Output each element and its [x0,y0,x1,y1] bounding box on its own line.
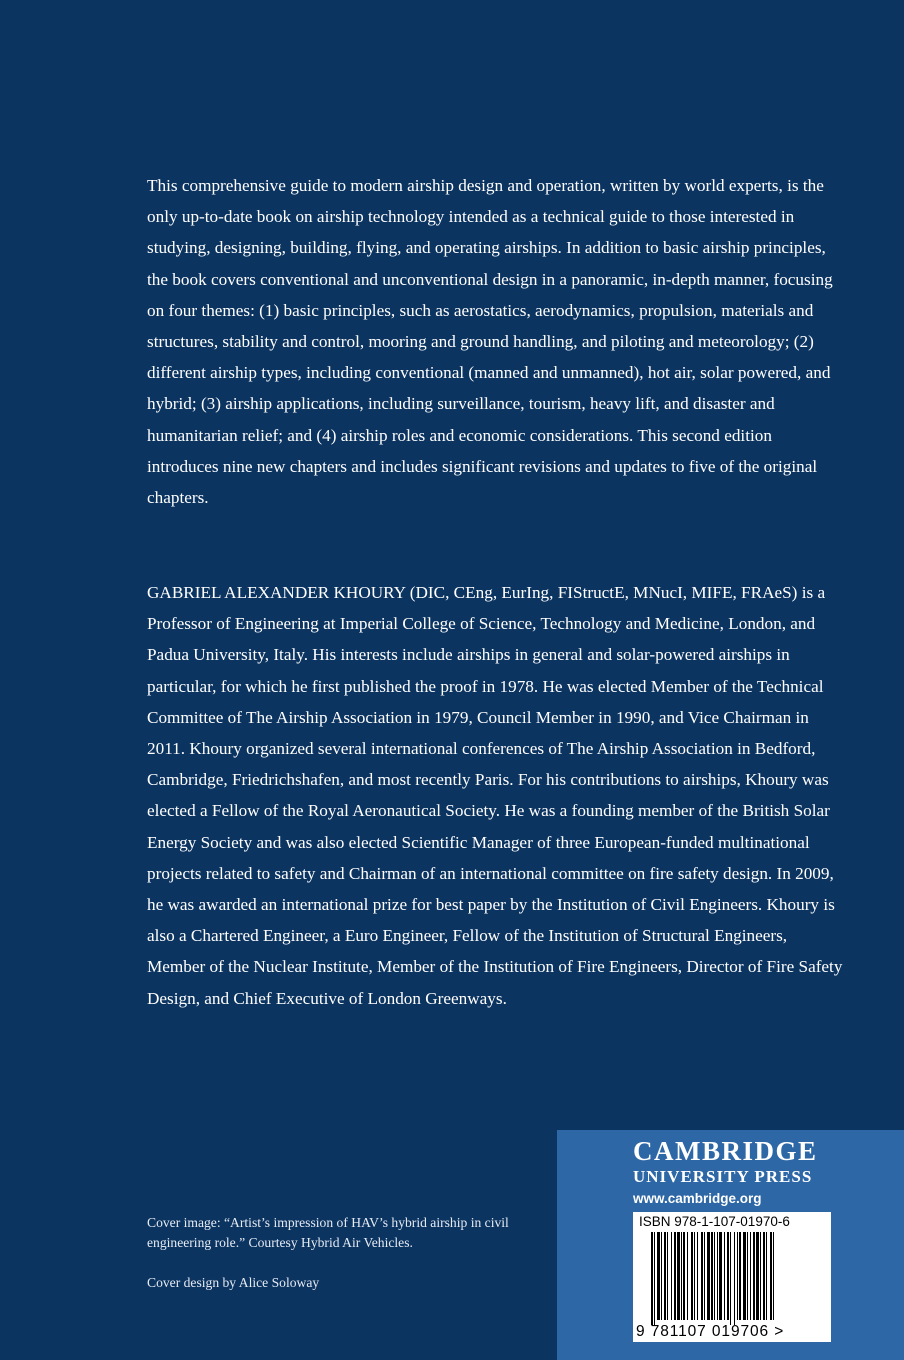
barcode-bar [697,1232,698,1320]
cover-image-credit: Cover image: “Artist’s impression of HAV’s hybrid airship in civil engineering role.” Courtesy Hybrid Air Vehicles. [147,1215,509,1250]
barcode-bar [760,1232,761,1320]
barcode-bar [657,1232,660,1320]
barcode-bar [737,1232,738,1320]
barcode-bar [687,1232,688,1320]
barcode-bar [743,1232,746,1320]
book-description: This comprehensive guide to modern airship design and operation, written by world experts, is the only up-to-date book on airship technology intended as a technical guide to those interested in studying, designing, building, flying, and operating airships. In addition to basic airship principles, the book covers conventional and unconventional design in a panoramic, in-depth manner, focusing on four themes: (1) basic principles, such as aerostatics, aerodynamics, propulsion, materials and structures, stability and control, mooring and ground handling, and piloting and meteorology; (2) different airship types, including conventional (manned and unmanned), hot air, solar powered, and hybrid; (3) airship applications, including surveillance, tourism, heavy lift, and disaster and humanitarian relief; and (4) airship roles and economic considerations. This second edition introduces nine new chapters and includes significant revisions and updates to five of the original chapters. [147,176,833,508]
barcode-bar [677,1232,680,1320]
barcode-bar [707,1232,710,1320]
barcode-bar [681,1232,682,1320]
barcode-bar [747,1232,748,1320]
barcode-bar [750,1232,751,1320]
barcode-bar [667,1232,668,1320]
publisher-url: www.cambridge.org [633,1191,762,1206]
barcode-bar [711,1232,713,1320]
barcode-bar [763,1232,765,1320]
barcode-bar [719,1232,722,1320]
barcode-bar [691,1232,693,1320]
barcode-bar [651,1232,653,1325]
cover-design-credit: Cover design by Alice Soloway [147,1275,320,1290]
author-bio-text: (DIC, CEng, EurIng, FIStructE, MNucI, MIFE, FRAeS) is a Professor of Engineering at Imperial College of Science, Technology and Medicine, London, and Padua University, Italy. His interests include airships in general and solar-powered airships in particular, for which he first published the proof in 1978. He was elected Member of the Technical Committee of The Airship Association in 1979, Council Member in 1990, and Vice Chairman in 2011. Khoury organized several international conferences of The Airship Association in Bedford, Cambridge, Friedrichshafen, and most recently Paris. For his contributions to airships, Khoury was elected a Fellow of the Royal Aeronautical Society. He was a founding member of the British Solar Energy Society and was also elected Scientific Manager of three European-funded multinational projects related to safety and Chairman of an international committee on fire safety design. In 2009, he was awarded an international prize for best paper by the Institution of Civil Engineers. Khoury is also a Chartered Engineer, a Euro Engineer, Fellow of the Institution of Structural Engineers, Member of the Nuclear Institute, Member of the Institution of Fire Engineers, Director of Fire Safety Design, and Chief Executive of London Greenways. [147,583,843,1008]
barcode-bar [704,1232,705,1320]
isbn-barcode [633,1212,831,1342]
isbn-number: ISBN 978-1-107-01970-6 [639,1214,790,1229]
barcode-bar [714,1232,715,1320]
publisher-panel [557,1130,904,1360]
barcode-digits: 9 781107 019706 > [636,1323,785,1340]
barcode-bar [739,1232,741,1320]
barcode-bar [753,1232,755,1320]
barcode-bar [756,1232,759,1320]
author-biography [147,577,847,1014]
barcode-bar [766,1232,767,1320]
barcode-bar [773,1232,774,1320]
barcode-bar [674,1232,676,1320]
barcode-bar [724,1232,725,1320]
barcode-bar [701,1232,703,1320]
cover-credits [147,1213,527,1293]
barcode-bar [734,1232,735,1325]
barcode-bar [664,1232,666,1320]
publisher-logo-press: UNIVERSITY PRESS [633,1167,813,1186]
barcode-bar [717,1232,718,1320]
barcode-bar [683,1232,685,1320]
publisher-logo-name: CAMBRIDGE [633,1136,818,1166]
barcode-bar [730,1232,731,1325]
barcode-bar [661,1232,662,1320]
barcode-bar [671,1232,672,1320]
barcode-bar [727,1232,729,1320]
barcode-bar [770,1232,772,1320]
barcode-bar [694,1232,695,1320]
author-name: GABRIEL ALEXANDER KHOURY [147,583,406,602]
barcode-bar [654,1232,655,1325]
